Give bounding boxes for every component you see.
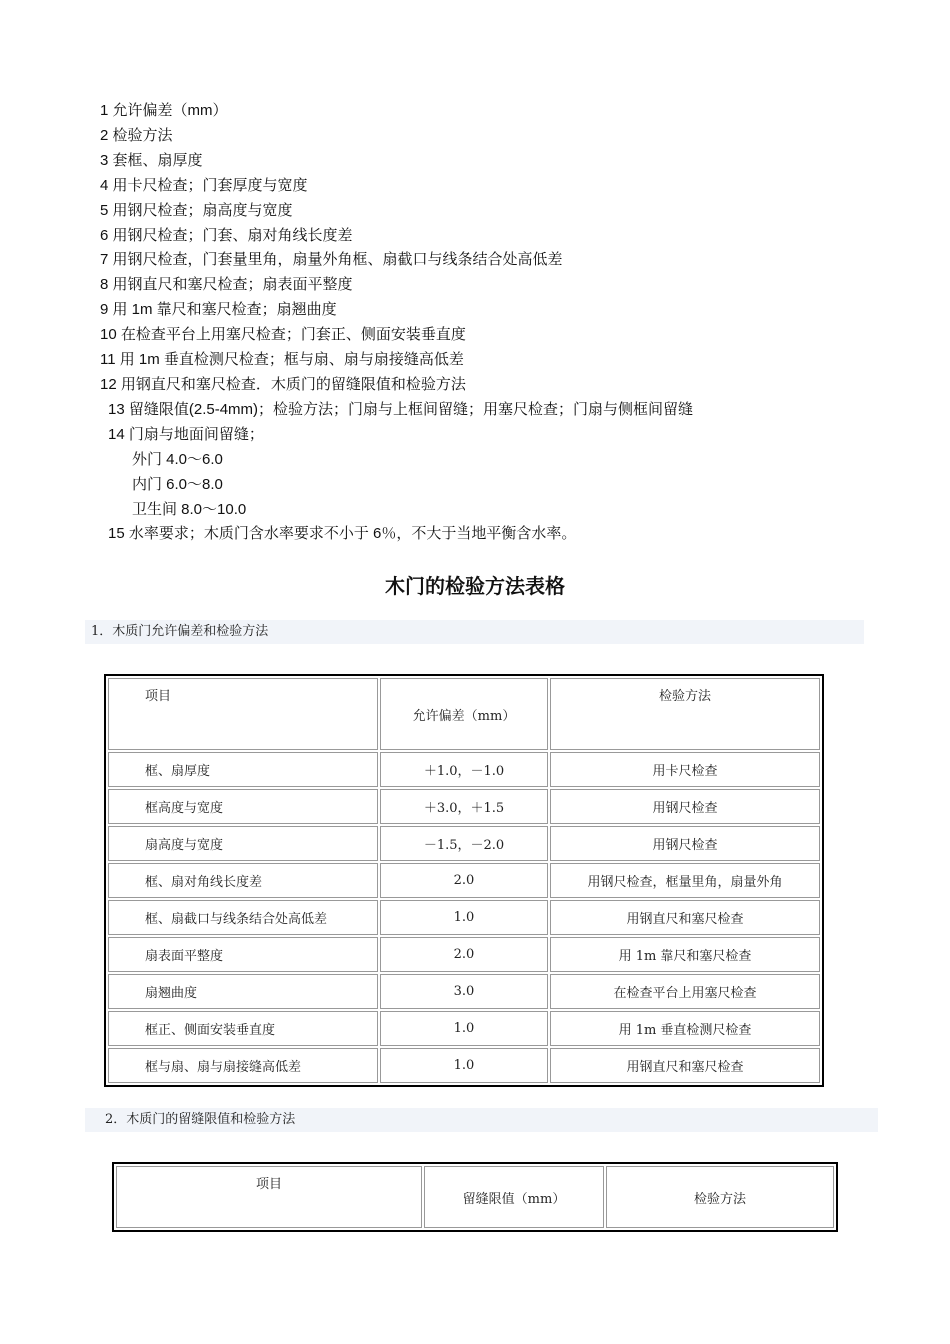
cell-method: 用钢直尺和塞尺检查 (550, 1048, 820, 1083)
table-row (108, 1048, 820, 1083)
table-row (108, 789, 820, 824)
tolerance-table (104, 674, 824, 1087)
list-item: 6 用钢尺检查；门套、扇对角线长度差 (100, 226, 353, 244)
cell-tolerance: 2.0 (380, 937, 548, 972)
list-item: 12 用钢直尺和塞尺检查．木质门的留缝限值和检验方法 (100, 375, 466, 393)
list-item: 2 检验方法 (100, 126, 173, 144)
table-header-row (108, 678, 820, 750)
cell-tolerance: 3.0 (380, 974, 548, 1009)
list-item: 11 用 1m 垂直检测尺检查；框与扇、扇与扇接缝高低差 (100, 351, 464, 369)
table-header-row (116, 1166, 834, 1228)
section-heading-1: 1．木质门允许偏差和检验方法 (85, 620, 864, 644)
cell-item: 框、扇对角线长度差 (108, 863, 378, 898)
cell-tolerance: 1.0 (380, 900, 548, 935)
numbered-list (100, 99, 860, 547)
table-row (108, 937, 820, 972)
list-item: 9 用 1m 靠尺和塞尺检查；扇翘曲度 (100, 301, 337, 319)
list-item: 8 用钢直尺和塞尺检查；扇表面平整度 (100, 276, 353, 294)
cell-tolerance: 2.0 (380, 863, 548, 898)
gap-limit-table (112, 1162, 838, 1232)
cell-method: 用卡尺检查 (550, 752, 820, 787)
cell-tolerance: ＋3.0，＋1.5 (380, 789, 548, 824)
list-item: 14 门扇与地面间留缝； (108, 425, 264, 443)
header-limit: 留缝限值（mm） (424, 1166, 604, 1228)
cell-tolerance: －1.5，－2.0 (380, 826, 548, 861)
header-tolerance: 允许偏差（mm） (380, 678, 548, 750)
cell-method: 用钢尺检查 (550, 789, 820, 824)
cell-item: 框高度与宽度 (108, 789, 378, 824)
cell-tolerance: 1.0 (380, 1048, 548, 1083)
cell-method: 在检查平台上用塞尺检查 (550, 974, 820, 1009)
list-subitem: 内门 6.0～8.0 (132, 475, 223, 493)
header-item: 项目 (116, 1166, 422, 1228)
header-method: 检验方法 (550, 678, 820, 750)
list-item: 13 留缝限值(2.5-4mm)；检验方法；门扇与上框间留缝；用塞尺检查；门扇与侧框间留缝 (108, 400, 694, 418)
cell-item: 框与扇、扇与扇接缝高低差 (108, 1048, 378, 1083)
cell-method: 用钢尺检查 (550, 826, 820, 861)
cell-item: 框、扇截口与线条结合处高低差 (108, 900, 378, 935)
cell-item: 框正、侧面安装垂直度 (108, 1011, 378, 1046)
list-item: 7 用钢尺检查，门套量里角，扇量外角框、扇截口与线条结合处高低差 (100, 251, 563, 269)
cell-tolerance: ＋1.0，－1.0 (380, 752, 548, 787)
header-item: 项目 (108, 678, 378, 750)
section-heading-2: 2．木质门的留缝限值和检验方法 (85, 1108, 878, 1132)
table-row (108, 826, 820, 861)
list-subitem: 卫生间 8.0～10.0 (132, 500, 247, 518)
list-item: 10 在检查平台上用塞尺检查；门套正、侧面安装垂直度 (100, 326, 466, 344)
cell-method: 用钢直尺和塞尺检查 (550, 900, 820, 935)
list-item: 3 套框、扇厚度 (100, 151, 203, 169)
list-item: 5 用钢尺检查；扇高度与宽度 (100, 201, 293, 219)
table-row (108, 1011, 820, 1046)
table-row (108, 752, 820, 787)
cell-item: 扇表面平整度 (108, 937, 378, 972)
list-subitem: 外门 4.0～6.0 (132, 450, 223, 468)
list-item: 15 水率要求；木质门含水率要求不小于 6％，不大于当地平衡含水率。 (108, 525, 577, 543)
cell-item: 扇高度与宽度 (108, 826, 378, 861)
cell-method: 用 1m 靠尺和塞尺检查 (550, 937, 820, 972)
table-row (108, 900, 820, 935)
page-title: 木门的检验方法表格 (385, 574, 565, 598)
cell-method: 用钢尺检查，框量里角，扇量外角 (550, 863, 820, 898)
cell-item: 框、扇厚度 (108, 752, 378, 787)
cell-method: 用 1m 垂直检测尺检查 (550, 1011, 820, 1046)
cell-item: 扇翘曲度 (108, 974, 378, 1009)
list-item: 4 用卡尺检查；门套厚度与宽度 (100, 176, 308, 194)
cell-tolerance: 1.0 (380, 1011, 548, 1046)
list-item: 1 允许偏差（mm） (100, 102, 228, 119)
table-row (108, 863, 820, 898)
header-method: 检验方法 (606, 1166, 834, 1228)
table-row (108, 974, 820, 1009)
